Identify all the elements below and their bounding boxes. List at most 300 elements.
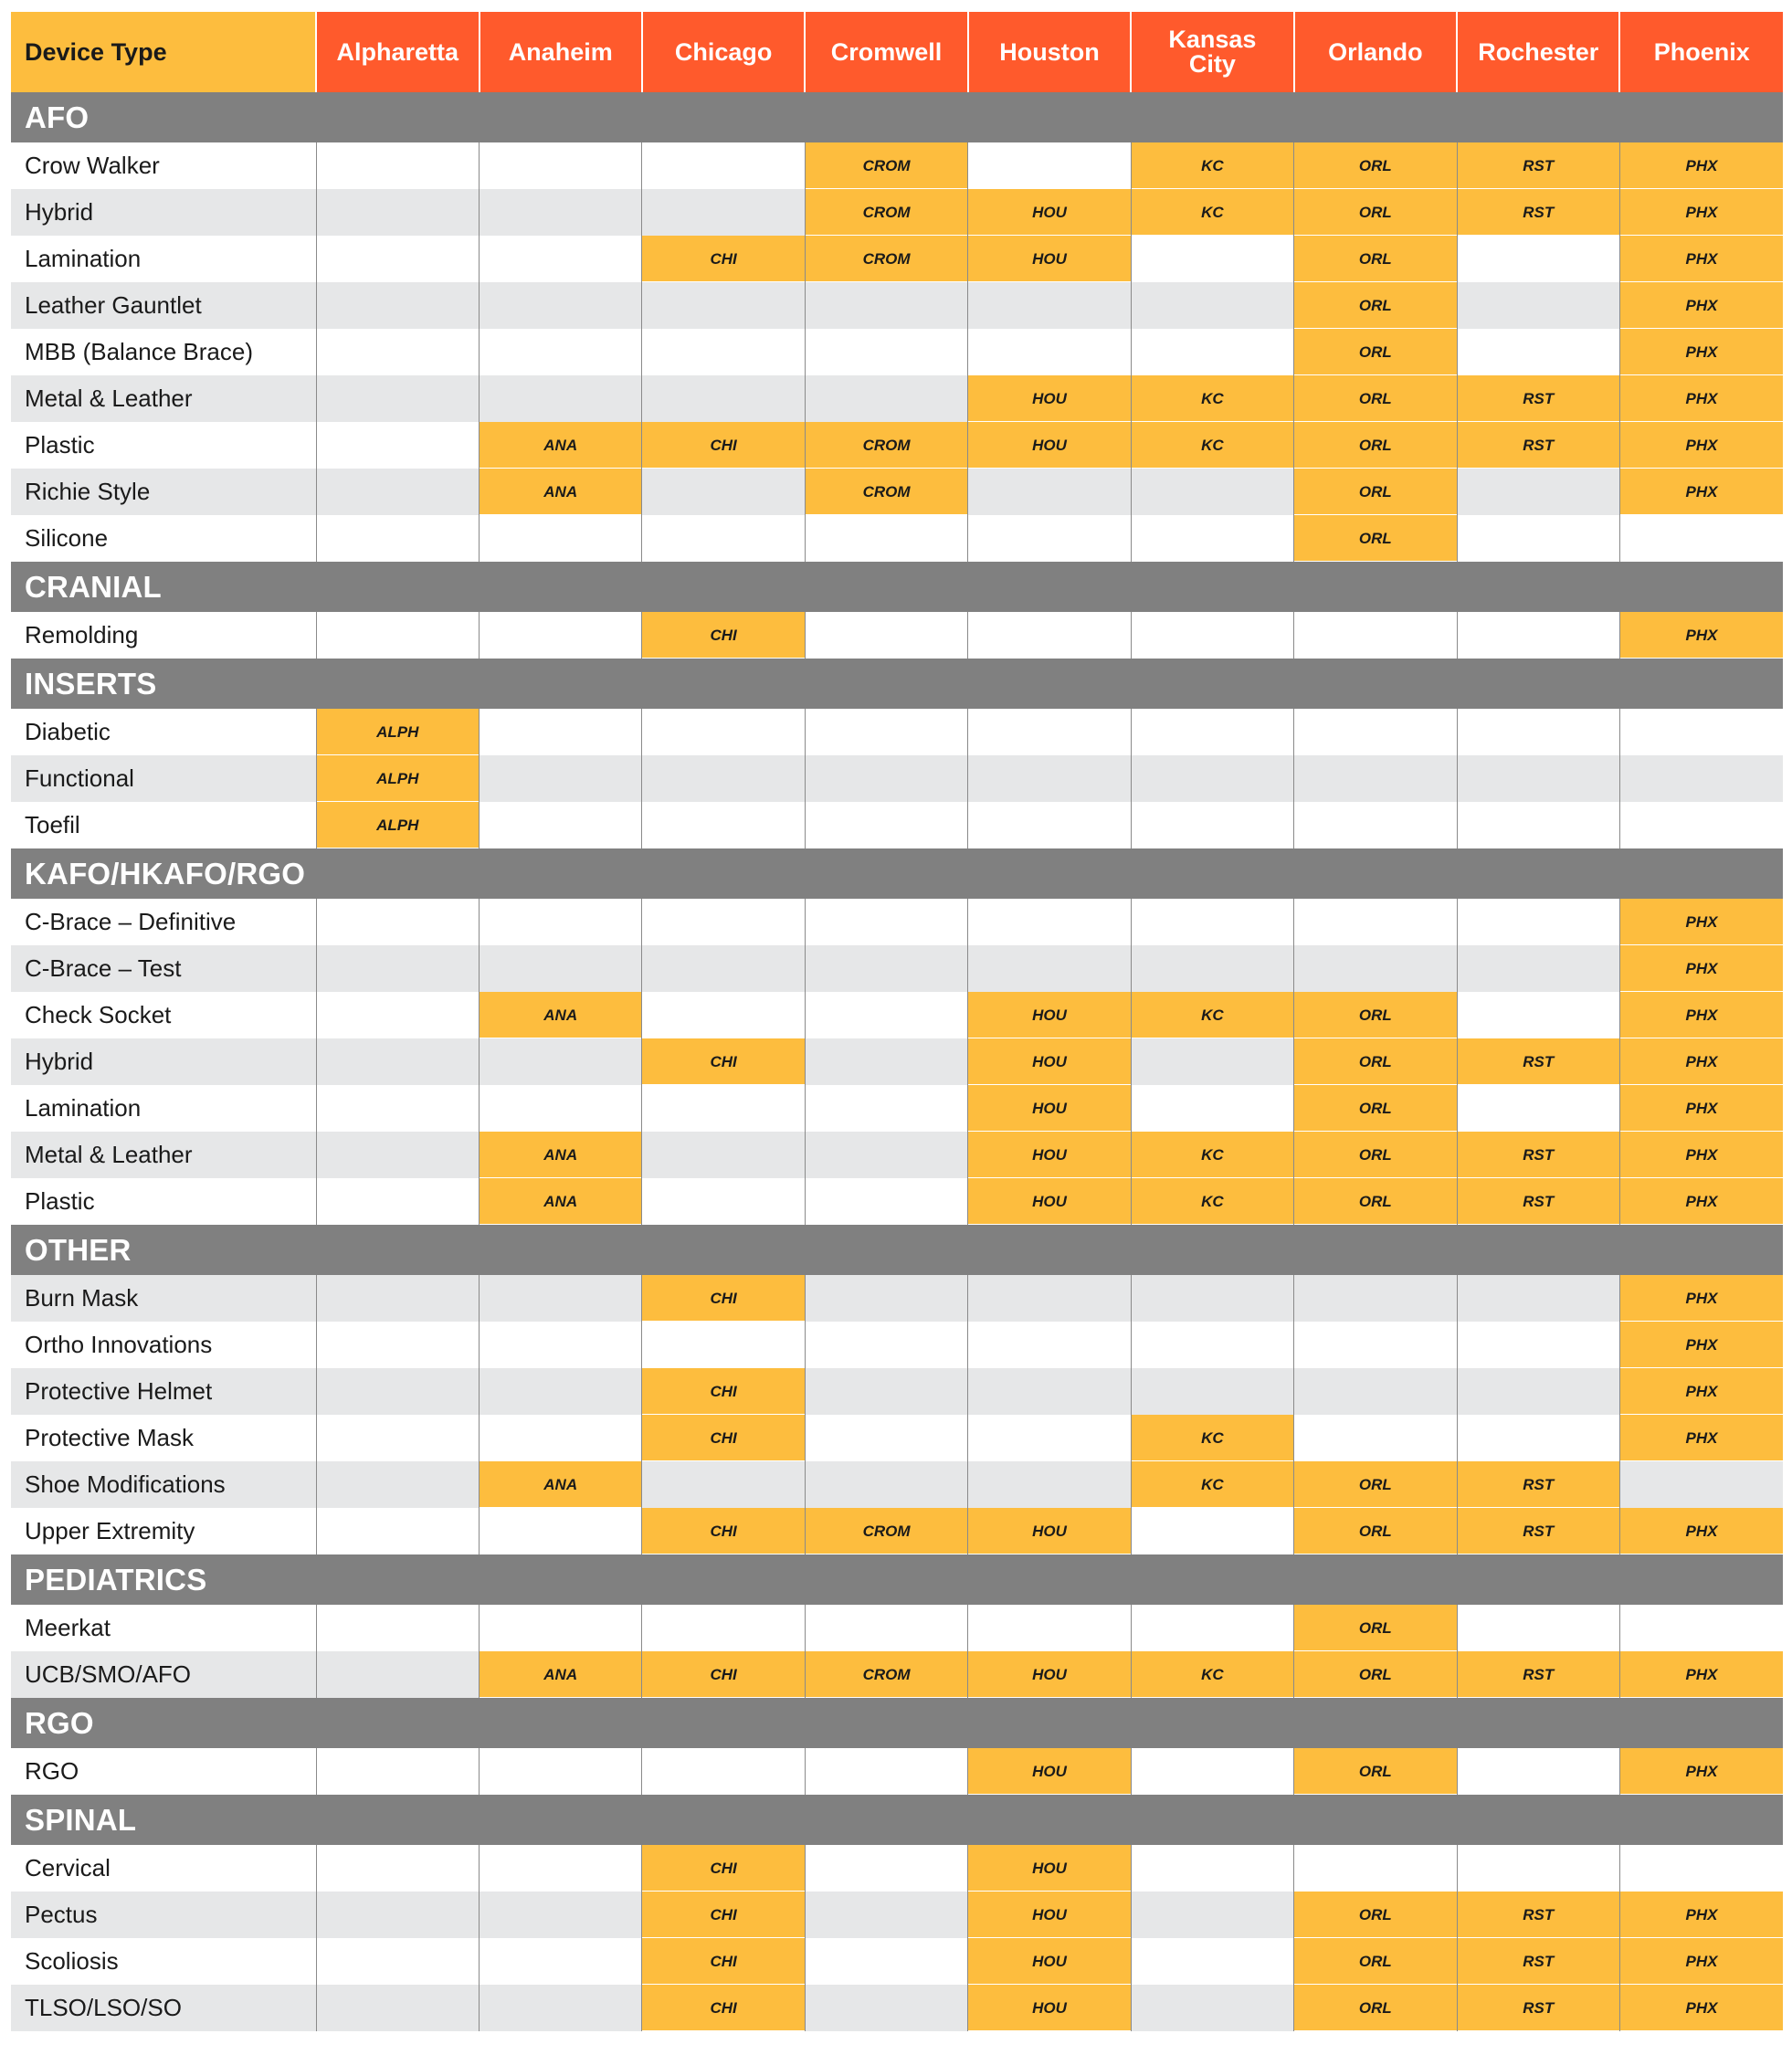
empty-cell: [316, 142, 479, 189]
empty-cell: [1131, 469, 1293, 515]
empty-cell: [316, 1845, 479, 1892]
availability-cell: ORL: [1294, 469, 1457, 515]
availability-cell: KC: [1131, 375, 1293, 422]
header-location-anaheim: Anaheim: [480, 12, 642, 92]
empty-cell: [1131, 755, 1293, 802]
empty-cell: [316, 329, 479, 375]
table-row: [11, 422, 1783, 469]
empty-cell: [480, 1508, 642, 1554]
availability-cell: KC: [1131, 189, 1293, 236]
device-name: RGO: [11, 1748, 316, 1795]
empty-cell: [1131, 1938, 1293, 1985]
empty-cell: [1457, 992, 1619, 1038]
empty-cell: [1457, 945, 1619, 992]
empty-cell: [480, 755, 642, 802]
availability-cell: HOU: [968, 1508, 1131, 1554]
availability-cell: CROM: [805, 189, 967, 236]
empty-cell: [1457, 755, 1619, 802]
table-row: [11, 1748, 1783, 1795]
availability-cell: ANA: [480, 1461, 642, 1508]
availability-cell: CHI: [642, 1368, 805, 1415]
empty-cell: [480, 1275, 642, 1322]
availability-cell: ANA: [480, 1651, 642, 1698]
empty-cell: [316, 1178, 479, 1225]
availability-cell: HOU: [968, 1132, 1131, 1178]
table-row: [11, 612, 1783, 659]
availability-cell: HOU: [968, 1938, 1131, 1985]
empty-cell: [968, 142, 1131, 189]
empty-cell: [316, 189, 479, 236]
availability-cell: ORL: [1294, 1938, 1457, 1985]
availability-cell: RST: [1457, 1938, 1619, 1985]
availability-cell: ORL: [1294, 189, 1457, 236]
availability-cell: PHX: [1619, 189, 1783, 236]
availability-cell: ANA: [480, 992, 642, 1038]
empty-cell: [1457, 612, 1619, 659]
empty-cell: [316, 612, 479, 659]
empty-cell: [642, 142, 805, 189]
empty-cell: [1457, 469, 1619, 515]
empty-cell: [805, 1178, 967, 1225]
empty-cell: [968, 1322, 1131, 1368]
availability-cell: ORL: [1294, 236, 1457, 282]
table-row: [11, 1985, 1783, 2031]
empty-cell: [480, 1415, 642, 1461]
header-location-chicago: Chicago: [642, 12, 805, 92]
empty-cell: [316, 1748, 479, 1795]
empty-cell: [480, 1368, 642, 1415]
empty-cell: [1619, 1461, 1783, 1508]
availability-cell: PHX: [1619, 1748, 1783, 1795]
availability-cell: PHX: [1619, 1368, 1783, 1415]
device-name: Plastic: [11, 1178, 316, 1225]
section-row: [11, 848, 1783, 899]
availability-cell: ANA: [480, 1178, 642, 1225]
empty-cell: [480, 802, 642, 848]
section-row: [11, 659, 1783, 709]
device-availability-table: [11, 12, 1783, 2031]
availability-cell: CHI: [642, 236, 805, 282]
empty-cell: [1131, 1085, 1293, 1132]
availability-cell: HOU: [968, 189, 1131, 236]
availability-cell: PHX: [1619, 236, 1783, 282]
device-name: Lamination: [11, 236, 316, 282]
empty-cell: [480, 1322, 642, 1368]
empty-cell: [480, 1892, 642, 1938]
availability-cell: KC: [1131, 422, 1293, 469]
empty-cell: [805, 1038, 967, 1085]
availability-cell: PHX: [1619, 1415, 1783, 1461]
empty-cell: [316, 1322, 479, 1368]
device-name: Diabetic: [11, 709, 316, 755]
availability-cell: PHX: [1619, 329, 1783, 375]
empty-cell: [480, 612, 642, 659]
empty-cell: [1457, 802, 1619, 848]
availability-cell: ANA: [480, 469, 642, 515]
empty-cell: [1131, 1605, 1293, 1651]
device-name: Hybrid: [11, 1038, 316, 1085]
empty-cell: [316, 1368, 479, 1415]
availability-cell: ORL: [1294, 515, 1457, 562]
table-body: [11, 92, 1783, 2031]
table-row: [11, 1368, 1783, 1415]
device-name: Pectus: [11, 1892, 316, 1938]
device-name: Remolding: [11, 612, 316, 659]
header-location-phoenix: Phoenix: [1619, 12, 1783, 92]
availability-cell: CHI: [642, 1938, 805, 1985]
availability-cell: ORL: [1294, 282, 1457, 329]
empty-cell: [1294, 1275, 1457, 1322]
table-row: [11, 709, 1783, 755]
header-location-orlando: Orlando: [1294, 12, 1457, 92]
device-name: Hybrid: [11, 189, 316, 236]
table-row: [11, 945, 1783, 992]
availability-cell: ORL: [1294, 1038, 1457, 1085]
device-name: MBB (Balance Brace): [11, 329, 316, 375]
availability-cell: PHX: [1619, 375, 1783, 422]
empty-cell: [642, 802, 805, 848]
availability-cell: CROM: [805, 142, 967, 189]
availability-cell: PHX: [1619, 899, 1783, 945]
empty-cell: [805, 1415, 967, 1461]
empty-cell: [805, 755, 967, 802]
section-row: [11, 1795, 1783, 1845]
header-location-rochester: Rochester: [1457, 12, 1619, 92]
empty-cell: [480, 709, 642, 755]
empty-cell: [316, 1038, 479, 1085]
empty-cell: [316, 515, 479, 562]
empty-cell: [642, 375, 805, 422]
availability-cell: PHX: [1619, 469, 1783, 515]
availability-cell: ANA: [480, 422, 642, 469]
empty-cell: [642, 992, 805, 1038]
empty-cell: [1131, 1985, 1293, 2031]
empty-cell: [316, 1651, 479, 1698]
empty-cell: [1131, 1368, 1293, 1415]
empty-cell: [642, 1748, 805, 1795]
empty-cell: [968, 1415, 1131, 1461]
device-name: Crow Walker: [11, 142, 316, 189]
availability-cell: RST: [1457, 1461, 1619, 1508]
empty-cell: [805, 1132, 967, 1178]
availability-cell: HOU: [968, 992, 1131, 1038]
empty-cell: [480, 1938, 642, 1985]
table-row: [11, 1275, 1783, 1322]
empty-cell: [1294, 899, 1457, 945]
availability-cell: HOU: [968, 1178, 1131, 1225]
availability-cell: PHX: [1619, 1892, 1783, 1938]
availability-cell: PHX: [1619, 1038, 1783, 1085]
availability-cell: KC: [1131, 142, 1293, 189]
empty-cell: [1131, 1038, 1293, 1085]
availability-cell: ORL: [1294, 1085, 1457, 1132]
empty-cell: [805, 1605, 967, 1651]
empty-cell: [1619, 515, 1783, 562]
availability-cell: ORL: [1294, 375, 1457, 422]
availability-cell: CROM: [805, 1651, 967, 1698]
empty-cell: [1457, 1275, 1619, 1322]
empty-cell: [642, 1178, 805, 1225]
table-row: [11, 469, 1783, 515]
empty-cell: [968, 1461, 1131, 1508]
availability-cell: KC: [1131, 1651, 1293, 1698]
empty-cell: [1131, 945, 1293, 992]
empty-cell: [805, 612, 967, 659]
availability-cell: ORL: [1294, 1892, 1457, 1938]
availability-cell: PHX: [1619, 1275, 1783, 1322]
empty-cell: [1294, 1845, 1457, 1892]
header-location-alpharetta: Alpharetta: [316, 12, 479, 92]
empty-cell: [1457, 709, 1619, 755]
device-name: Check Socket: [11, 992, 316, 1038]
empty-cell: [1294, 802, 1457, 848]
empty-cell: [1131, 282, 1293, 329]
empty-cell: [968, 282, 1131, 329]
availability-cell: CROM: [805, 469, 967, 515]
empty-cell: [316, 1275, 479, 1322]
table-row: [11, 1038, 1783, 1085]
availability-cell: KC: [1131, 1132, 1293, 1178]
empty-cell: [316, 945, 479, 992]
availability-cell: ORL: [1294, 329, 1457, 375]
availability-cell: HOU: [968, 1748, 1131, 1795]
availability-cell: RST: [1457, 1651, 1619, 1698]
availability-cell: HOU: [968, 375, 1131, 422]
empty-cell: [480, 189, 642, 236]
empty-cell: [968, 612, 1131, 659]
device-name: C-Brace – Test: [11, 945, 316, 992]
empty-cell: [642, 189, 805, 236]
availability-cell: KC: [1131, 992, 1293, 1038]
table-row: [11, 992, 1783, 1038]
device-name: Toefil: [11, 802, 316, 848]
availability-cell: CROM: [805, 236, 967, 282]
section-row: [11, 562, 1783, 612]
empty-cell: [642, 1322, 805, 1368]
empty-cell: [480, 329, 642, 375]
table-row: [11, 755, 1783, 802]
empty-cell: [805, 709, 967, 755]
device-name: C-Brace – Definitive: [11, 899, 316, 945]
empty-cell: [1457, 1322, 1619, 1368]
availability-cell: CROM: [805, 422, 967, 469]
availability-cell: RST: [1457, 1038, 1619, 1085]
table-row: [11, 329, 1783, 375]
table-row: [11, 1605, 1783, 1651]
empty-cell: [1131, 899, 1293, 945]
empty-cell: [968, 329, 1131, 375]
availability-cell: HOU: [968, 236, 1131, 282]
availability-cell: PHX: [1619, 1178, 1783, 1225]
availability-cell: CHI: [642, 422, 805, 469]
table-row: [11, 1461, 1783, 1508]
availability-cell: CHI: [642, 1651, 805, 1698]
table-row: [11, 515, 1783, 562]
section-title: INSERTS: [11, 659, 1783, 709]
empty-cell: [480, 515, 642, 562]
availability-cell: HOU: [968, 1038, 1131, 1085]
availability-cell: PHX: [1619, 1938, 1783, 1985]
empty-cell: [480, 1845, 642, 1892]
empty-cell: [1294, 755, 1457, 802]
empty-cell: [480, 282, 642, 329]
availability-cell: RST: [1457, 1178, 1619, 1225]
availability-cell: CHI: [642, 612, 805, 659]
empty-cell: [1619, 1845, 1783, 1892]
availability-cell: CHI: [642, 1892, 805, 1938]
section-title: SPINAL: [11, 1795, 1783, 1845]
table-row: [11, 1508, 1783, 1554]
availability-cell: HOU: [968, 422, 1131, 469]
empty-cell: [968, 515, 1131, 562]
table-row: [11, 1938, 1783, 1985]
empty-cell: [1457, 899, 1619, 945]
device-name: Protective Helmet: [11, 1368, 316, 1415]
availability-cell: ORL: [1294, 1132, 1457, 1178]
empty-cell: [1131, 329, 1293, 375]
section-title: RGO: [11, 1698, 1783, 1748]
empty-cell: [316, 1132, 479, 1178]
device-name: Burn Mask: [11, 1275, 316, 1322]
availability-cell: CHI: [642, 1845, 805, 1892]
availability-cell: CHI: [642, 1275, 805, 1322]
table-row: [11, 1085, 1783, 1132]
availability-cell: ORL: [1294, 1605, 1457, 1651]
device-name: Leather Gauntlet: [11, 282, 316, 329]
empty-cell: [1619, 709, 1783, 755]
empty-cell: [316, 375, 479, 422]
empty-cell: [1457, 236, 1619, 282]
empty-cell: [805, 802, 967, 848]
availability-cell: CHI: [642, 1415, 805, 1461]
device-name: Scoliosis: [11, 1938, 316, 1985]
device-name: Upper Extremity: [11, 1508, 316, 1554]
empty-cell: [642, 329, 805, 375]
availability-cell: PHX: [1619, 1985, 1783, 2031]
empty-cell: [1457, 1368, 1619, 1415]
empty-cell: [968, 899, 1131, 945]
section-title: KAFO/HKAFO/RGO: [11, 848, 1783, 899]
availability-cell: PHX: [1619, 142, 1783, 189]
empty-cell: [1131, 1322, 1293, 1368]
device-name: Ortho Innovations: [11, 1322, 316, 1368]
empty-cell: [642, 1461, 805, 1508]
empty-cell: [1294, 1322, 1457, 1368]
section-row: [11, 1554, 1783, 1605]
section-row: [11, 1225, 1783, 1275]
empty-cell: [480, 375, 642, 422]
empty-cell: [480, 1748, 642, 1795]
table-row: [11, 802, 1783, 848]
empty-cell: [316, 1415, 479, 1461]
empty-cell: [642, 1085, 805, 1132]
device-name: Functional: [11, 755, 316, 802]
empty-cell: [968, 1605, 1131, 1651]
table-row: [11, 1651, 1783, 1698]
availability-cell: RST: [1457, 1508, 1619, 1554]
availability-cell: CHI: [642, 1985, 805, 2031]
availability-cell: PHX: [1619, 1322, 1783, 1368]
table-row: [11, 189, 1783, 236]
device-name: Metal & Leather: [11, 375, 316, 422]
empty-cell: [1457, 1845, 1619, 1892]
empty-cell: [316, 1605, 479, 1651]
empty-cell: [1131, 709, 1293, 755]
empty-cell: [316, 1461, 479, 1508]
empty-cell: [1294, 1415, 1457, 1461]
availability-cell: PHX: [1619, 992, 1783, 1038]
empty-cell: [316, 1938, 479, 1985]
empty-cell: [480, 236, 642, 282]
availability-cell: ANA: [480, 1132, 642, 1178]
empty-cell: [480, 899, 642, 945]
empty-cell: [805, 1275, 967, 1322]
empty-cell: [480, 1985, 642, 2031]
availability-cell: HOU: [968, 1651, 1131, 1698]
empty-cell: [316, 422, 479, 469]
empty-cell: [1131, 802, 1293, 848]
empty-cell: [316, 992, 479, 1038]
empty-cell: [316, 469, 479, 515]
empty-cell: [805, 1985, 967, 2031]
header-location-cromwell: Cromwell: [805, 12, 967, 92]
empty-cell: [642, 282, 805, 329]
empty-cell: [805, 1085, 967, 1132]
table-row: [11, 375, 1783, 422]
availability-cell: KC: [1131, 1178, 1293, 1225]
empty-cell: [642, 469, 805, 515]
empty-cell: [1131, 1275, 1293, 1322]
empty-cell: [805, 515, 967, 562]
empty-cell: [805, 375, 967, 422]
availability-cell: RST: [1457, 189, 1619, 236]
empty-cell: [316, 282, 479, 329]
empty-cell: [1457, 282, 1619, 329]
empty-cell: [1457, 1748, 1619, 1795]
empty-cell: [480, 142, 642, 189]
availability-cell: PHX: [1619, 1132, 1783, 1178]
availability-cell: ORL: [1294, 1461, 1457, 1508]
empty-cell: [1457, 1605, 1619, 1651]
availability-cell: HOU: [968, 1085, 1131, 1132]
availability-cell: ORL: [1294, 142, 1457, 189]
empty-cell: [805, 1368, 967, 1415]
empty-cell: [805, 899, 967, 945]
device-name: Cervical: [11, 1845, 316, 1892]
header-row: [11, 12, 1783, 92]
empty-cell: [642, 945, 805, 992]
section-title: AFO: [11, 92, 1783, 142]
empty-cell: [480, 1085, 642, 1132]
availability-cell: PHX: [1619, 1085, 1783, 1132]
empty-cell: [968, 1368, 1131, 1415]
empty-cell: [642, 1605, 805, 1651]
availability-cell: ORL: [1294, 1651, 1457, 1698]
table-row: [11, 1178, 1783, 1225]
empty-cell: [1294, 1368, 1457, 1415]
availability-cell: ALPH: [316, 802, 479, 848]
empty-cell: [1619, 755, 1783, 802]
empty-cell: [316, 1508, 479, 1554]
section-title: PEDIATRICS: [11, 1554, 1783, 1605]
availability-cell: ORL: [1294, 1985, 1457, 2031]
empty-cell: [1457, 1415, 1619, 1461]
section-row: [11, 1698, 1783, 1748]
empty-cell: [1131, 1508, 1293, 1554]
empty-cell: [480, 1605, 642, 1651]
availability-cell: CHI: [642, 1508, 805, 1554]
table-row: [11, 1132, 1783, 1178]
